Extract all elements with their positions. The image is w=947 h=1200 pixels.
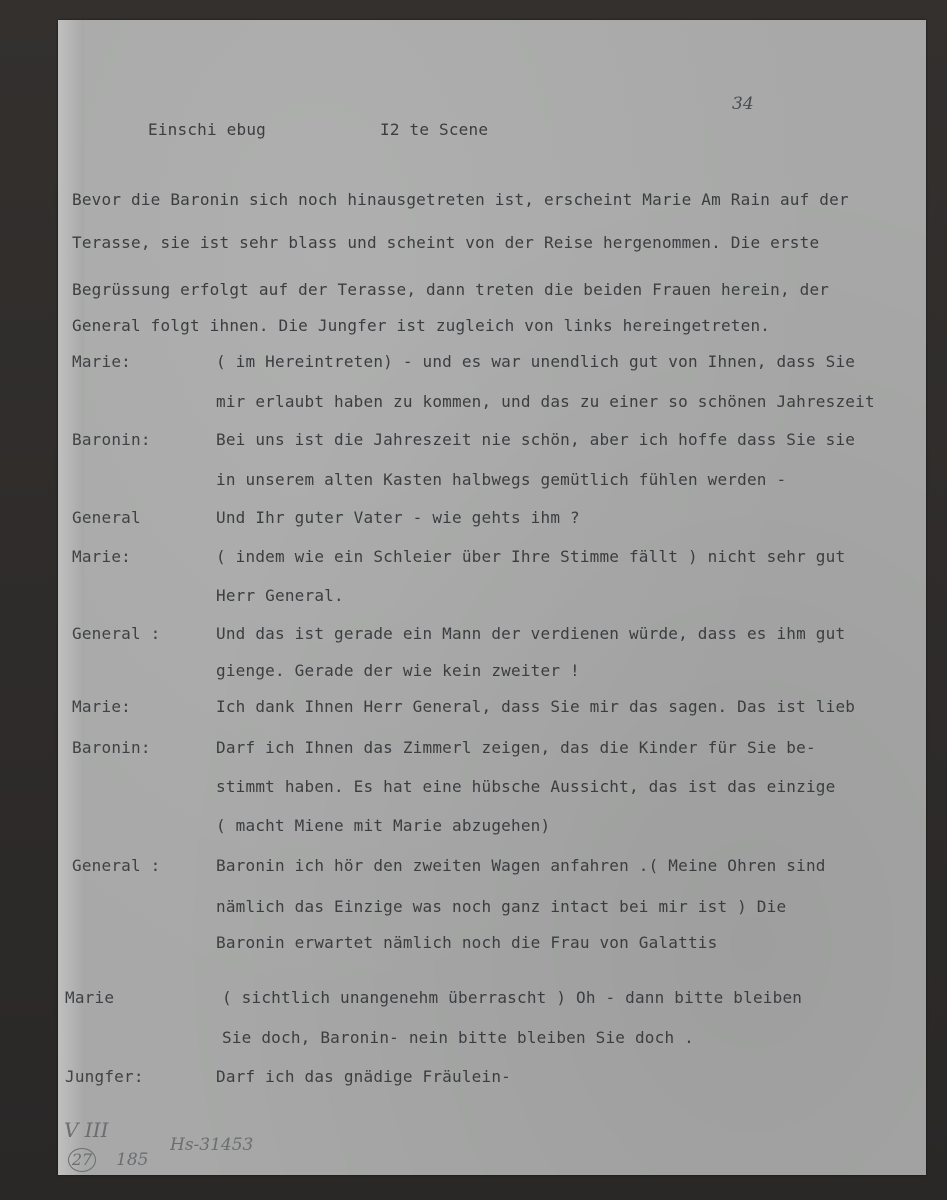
dialogue-line: nämlich das Einzige was noch ganz intact bei mir ist ) Die	[216, 897, 787, 916]
dialogue-line: Und Ihr guter Vater - wie gehts ihm ?	[216, 508, 580, 527]
dialogue-line: Darf ich Ihnen das Zimmerl zeigen, das die Kinder für Sie be-	[216, 738, 816, 757]
dialogue-line: stimmt haben. Es hat eine hübsche Aussicht, das ist das einzige	[216, 777, 836, 796]
dialogue-line: Sie doch, Baronin- nein bitte bleiben Sie doch .	[222, 1028, 694, 1047]
dialogue-line: gienge. Gerade der wie kein zweiter !	[216, 661, 580, 680]
stage-direction-line: Begrüssung erfolgt auf der Terasse, dann treten die beiden Frauen herein, der	[72, 280, 830, 299]
scene-title: I2 te Scene	[380, 120, 489, 139]
dialogue-line: Darf ich das gnädige Fräulein-	[216, 1067, 511, 1086]
stage-direction-line: General folgt ihnen. Die Jungfer ist zugleich von links hereingetreten.	[72, 316, 771, 335]
speaker-name: General :	[72, 624, 161, 643]
dialogue-line: ( im Hereintreten) - und es war unendlich gut von Ihnen, dass Sie	[216, 352, 856, 371]
dialogue-line: Baronin erwartet nämlich noch die Frau von Galattis	[216, 933, 718, 952]
dialogue-line: ( macht Miene mit Marie abzugehen)	[216, 816, 551, 835]
speaker-name: Marie:	[72, 697, 131, 716]
speaker-name: Jungfer:	[65, 1067, 144, 1086]
dialogue-line: Ich dank Ihnen Herr General, dass Sie mir das sagen. Das ist lieb	[216, 697, 856, 716]
dialogue-line: mir erlaubt haben zu kommen, und das zu einer so schönen Jahreszeit	[216, 392, 875, 411]
stage-direction-line: Terasse, sie ist sehr blass und scheint von der Reise hergenommen. Die erste	[72, 233, 820, 252]
page-number: 34	[732, 94, 754, 114]
header-left: Einschi ebug	[148, 120, 266, 139]
dialogue-line: ( indem wie ein Schleier über Ihre Stimme fällt ) nicht sehr gut	[216, 547, 846, 566]
speaker-name: Baronin:	[72, 738, 151, 757]
speaker-name: Marie	[65, 988, 115, 1007]
speaker-name: Marie:	[72, 547, 131, 566]
speaker-name: General	[72, 508, 141, 527]
speaker-name: Marie:	[72, 352, 131, 371]
archive-roman-mark: V III	[64, 1118, 109, 1142]
dialogue-line: Und das ist gerade ein Mann der verdienen würde, dass es ihm gut	[216, 624, 846, 643]
dialogue-line: Bei uns ist die Jahreszeit nie schön, aber ich hoffe dass Sie sie	[216, 430, 856, 449]
dialogue-line: Baronin ich hör den zweiten Wagen anfahren .( Meine Ohren sind	[216, 856, 826, 875]
speaker-name: General :	[72, 856, 161, 875]
dialogue-line: in unserem alten Kasten halbwegs gemütlich fühlen werden -	[216, 470, 787, 489]
dialogue-line: Herr General.	[216, 586, 344, 605]
speaker-name: Baronin:	[72, 430, 151, 449]
stage-direction-line: Bevor die Baronin sich noch hinausgetreten ist, erscheint Marie Am Rain auf der	[72, 190, 849, 209]
archive-signature: Hs-31453	[170, 1135, 254, 1155]
archive-circled-number: 27	[68, 1148, 96, 1172]
archive-number: 185	[116, 1150, 149, 1170]
dialogue-line: ( sichtlich unangenehm überrascht ) Oh - dann bitte bleiben	[222, 988, 803, 1007]
